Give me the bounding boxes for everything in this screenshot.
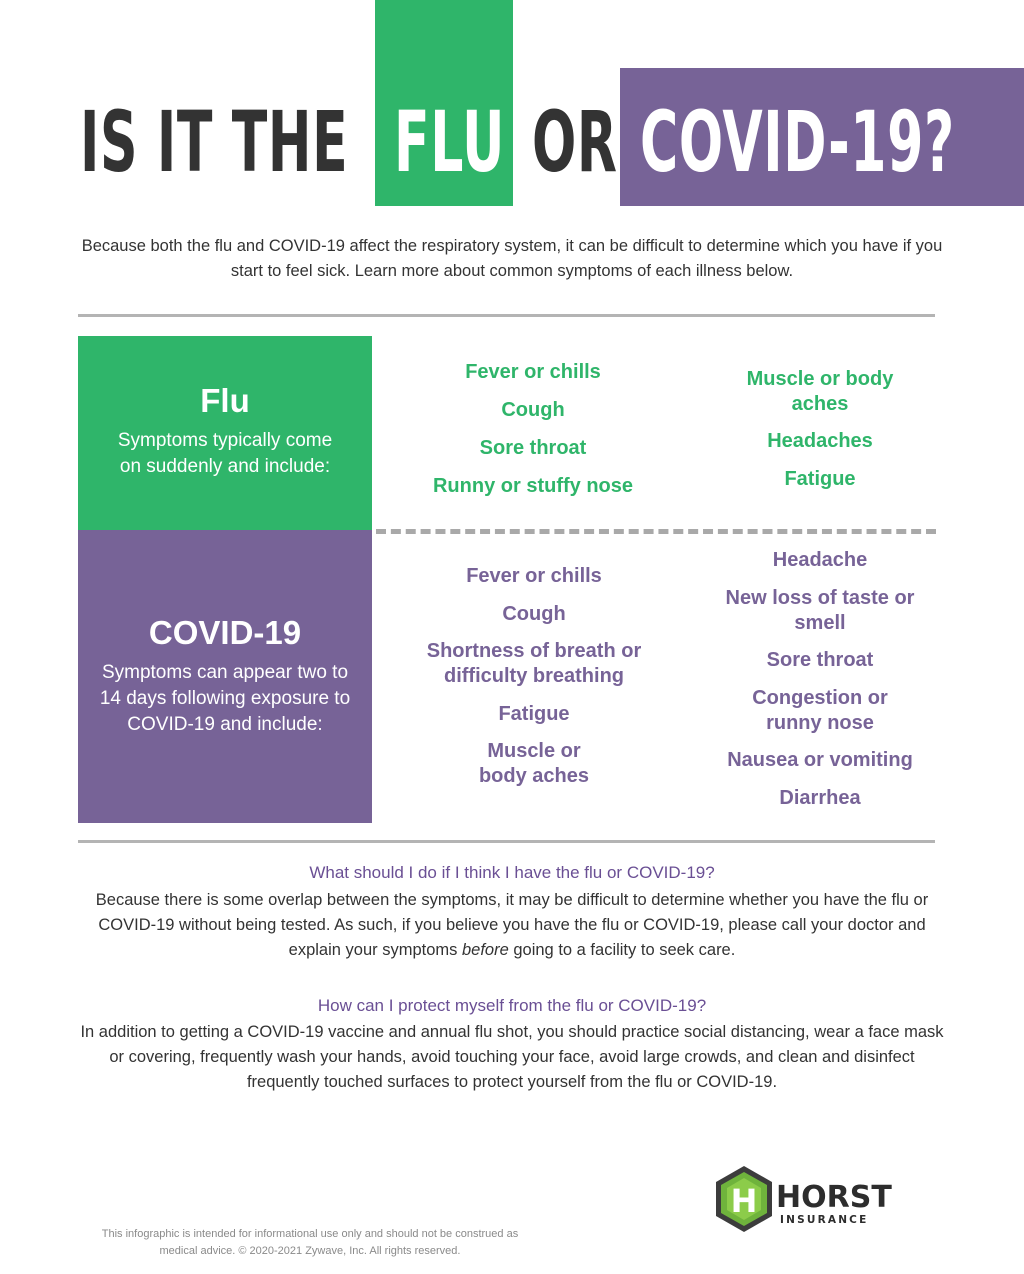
flu-symptom: Fever or chills bbox=[465, 361, 601, 383]
disclaimer: This infographic is intended for informational use only and should not be construed as medical advice. © 2020-2021 Zywave, Inc. All rights reserved. bbox=[101, 1228, 519, 1257]
covid-symptom: Shortness of breath or difficulty breathing bbox=[426, 640, 642, 687]
svg-text:INSURANCE: INSURANCE bbox=[780, 1214, 869, 1226]
faq-answer-2: In addition to getting a COVID-19 vaccine and annual flu shot, you should practice social distancing, wear a face mask or covering, frequently wash your hands, avoid touching your face, avoid large crowds, and clean and disinfect frequently touched surfaces to protect yourself from the flu or COVID-19. bbox=[80, 1023, 944, 1091]
covid-symptom: Diarrhea bbox=[779, 787, 861, 809]
faq-question-1: What should I do if I think I have the flu or COVID-19? bbox=[309, 863, 715, 882]
flu-symptom: Runny or stuffy nose bbox=[432, 475, 633, 497]
title-is-it-the: IS IT THE bbox=[80, 93, 349, 191]
svg-text:H: H bbox=[730, 1182, 758, 1220]
covid-symptom: Fever or chills bbox=[466, 565, 602, 587]
covid-symptom: Cough bbox=[502, 603, 566, 625]
covid-title: COVID-19 bbox=[148, 614, 302, 651]
covid-symptom: Nausea or vomiting bbox=[727, 749, 913, 771]
flu-symptoms-col1 bbox=[400, 360, 666, 499]
covid-symptoms-col1 bbox=[414, 564, 654, 789]
flu-symptom: Sore throat bbox=[479, 437, 587, 459]
faq-question-2: How can I protect myself from the flu or COVID-19? bbox=[317, 996, 707, 1015]
svg-text:HORST: HORST bbox=[776, 1180, 892, 1215]
covid-symptom: Congestion or runny nose bbox=[752, 687, 888, 734]
covid-symptom: Fatigue bbox=[498, 703, 570, 725]
covid-symptom: Headache bbox=[772, 549, 868, 571]
flu-symptom: Cough bbox=[501, 399, 565, 421]
flu-panel bbox=[78, 336, 372, 530]
intro-paragraph: Because both the flu and COVID-19 affect the respiratory system, it can be difficult to determine which you have if you start to feel sick. Learn more about common symptoms of each illness below. bbox=[81, 237, 943, 280]
flu-symptom: Muscle or body aches bbox=[746, 368, 894, 415]
faq-answer-1 bbox=[70, 888, 954, 963]
covid-description: Symptoms can appear two to 14 days following exposure to COVID-19 and include: bbox=[99, 662, 351, 735]
flu-symptoms-col2 bbox=[730, 367, 910, 492]
bottom-divider bbox=[78, 840, 935, 843]
faq-answer-1-emphasis: before bbox=[461, 941, 509, 959]
horst-insurance-logo bbox=[712, 1164, 942, 1236]
flu-title: Flu bbox=[200, 382, 250, 419]
faq-answer-1-text-end: going to a facility to seek care. bbox=[508, 941, 736, 959]
title-or: OR bbox=[532, 93, 618, 191]
hexagon-logo-icon bbox=[712, 1164, 942, 1236]
title-covid: COVID-19? bbox=[640, 93, 955, 191]
covid-symptom: Sore throat bbox=[766, 649, 874, 671]
covid-panel bbox=[78, 530, 372, 823]
covid-symptom: New loss of taste or smell bbox=[725, 587, 915, 634]
covid-symptom: Muscle or body aches bbox=[478, 740, 590, 787]
flu-covid-divider bbox=[376, 529, 936, 534]
title-flu: FLU bbox=[394, 93, 506, 191]
flu-description: Symptoms typically come on suddenly and include: bbox=[117, 430, 333, 477]
flu-symptom: Fatigue bbox=[784, 468, 856, 490]
covid-symptoms-col2 bbox=[712, 548, 928, 811]
flu-symptom: Headaches bbox=[767, 430, 873, 452]
top-divider bbox=[78, 314, 935, 317]
faq-answer-1-text: Because there is some overlap between the symptoms, it may be difficult to determine whether you have the flu or COVID-19 without being tested. As such, if you believe you have the flu or COVID-19, please call your doctor and explain your symptoms bbox=[95, 891, 929, 959]
